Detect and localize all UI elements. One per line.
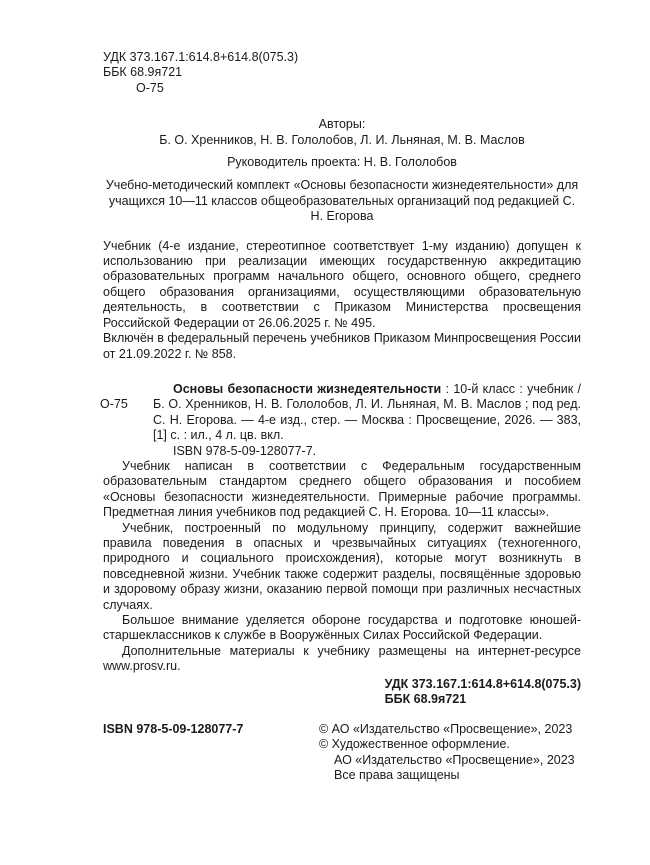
catalog-author-sign-code: О-75 — [100, 397, 128, 412]
project-lead-line: Руководитель проекта: Н. В. Гололобов — [227, 155, 457, 170]
approval-paragraph-2: Включён в федеральный перечень учебников Приказом Минпросвещения России от 21.09.2022 г. № 858. — [103, 331, 581, 361]
copyright-artwork-publisher: АО «Издательство «Просвещение», 2023 — [334, 752, 575, 767]
catalog-card — [100, 381, 582, 459]
footer-codes-inner — [385, 677, 581, 708]
catalog-description: : 10-й класс : учебник / Б. О. Хренников, Н. В. Гололобов, Л. И. Льняная, М. В. Маслов ; под ред. С. Н. Егорова. — 4-е изд., стер. — Москва : Просвещение, 2026. — 383, [1] с. : ил., 4 л. цв. вкл. — [153, 381, 582, 443]
catalog-isbn: ISBN 978-5-09-128077-7. — [173, 443, 317, 458]
copyright-publisher: © АО «Издательство «Просвещение», 2023 — [319, 722, 573, 736]
authors-heading: Авторы: — [318, 117, 366, 132]
footer-bbk-code: ББК 68.9я721 — [384, 692, 467, 707]
page-content — [100, 50, 582, 707]
authors-names: Б. О. Хренников, Н. В. Гололобов, Л. И. Льняная, М. В. Маслов — [159, 132, 525, 147]
approval-block — [103, 239, 581, 362]
approval-paragraph-1: Учебник (4-е издание, стереотипное соответствует 1-му изданию) допущен к использованию при реализации имеющих государственную аккредитацию образовательных программ начального общего, основного общего, среднего общего образования организациями, осуществляющими образовательную деятельность, в соответствии с Приказом Министерства просвещения Российской Федерации от 26.06.2025 г. № 495. — [103, 238, 581, 330]
top-codes-block — [103, 50, 581, 96]
annotation-block — [103, 459, 581, 675]
annotation-paragraph-4: Дополнительные материалы к учебнику размещены на интернет-ресурсе www.prosv.ru. — [103, 643, 581, 674]
annotation-paragraph-3: Большое внимание уделяется обороне государства и подготовке юношей-старшеклассников к службе в Вооружённых Силах Российской Федерации. — [103, 613, 581, 643]
catalog-title: Основы безопасности жизнедеятельности — [173, 381, 442, 396]
umk-note: Учебно-методический комплект «Основы безопасности жизнедеятельности» для учащихся 10—11 классов общеобразовательных организаций под редакцией С. Н. Егорова — [105, 178, 579, 224]
bbk-code: ББК 68.9я721 — [103, 65, 183, 80]
footer-codes-block — [103, 677, 581, 708]
footer-udk-code: УДК 373.167.1:614.8+614.8(075.3) — [384, 676, 581, 691]
annotation-paragraph-1: Учебник написан в соответствии с Федеральным государственным образовательным стандартом среднего общего образования и пособием «Основы безопасности жизнедеятельности. Примерные рабочие программы. Предметная линия учебников под редакцией С. Н. Егорова. 10—11 классы». — [103, 458, 581, 520]
author-sign-code: О-75 — [136, 80, 164, 95]
annotation-paragraph-2: Учебник, построенный по модульному принципу, содержит важнейшие правила поведения в опасных и чрезвычайных ситуациях (техногенного, природного и социального происхождения), которые могут возникнуть в повседневной жизни. Учебник также содержит разделы, посвящённые здоровью и здоровому образу жизни, оказанию первой помощи при различных несчастных случаях. — [103, 520, 581, 612]
copyright-artwork: © Художественное оформление. — [319, 737, 510, 752]
catalog-entry — [153, 382, 581, 444]
footer-row — [103, 722, 581, 784]
rights-reserved-note: Все права защищены — [334, 768, 460, 783]
udk-code: УДК 373.167.1:614.8+614.8(075.3) — [103, 50, 299, 64]
copyright-block — [319, 722, 581, 784]
isbn-number: ISBN 978-5-09-128077-7 — [103, 722, 244, 736]
